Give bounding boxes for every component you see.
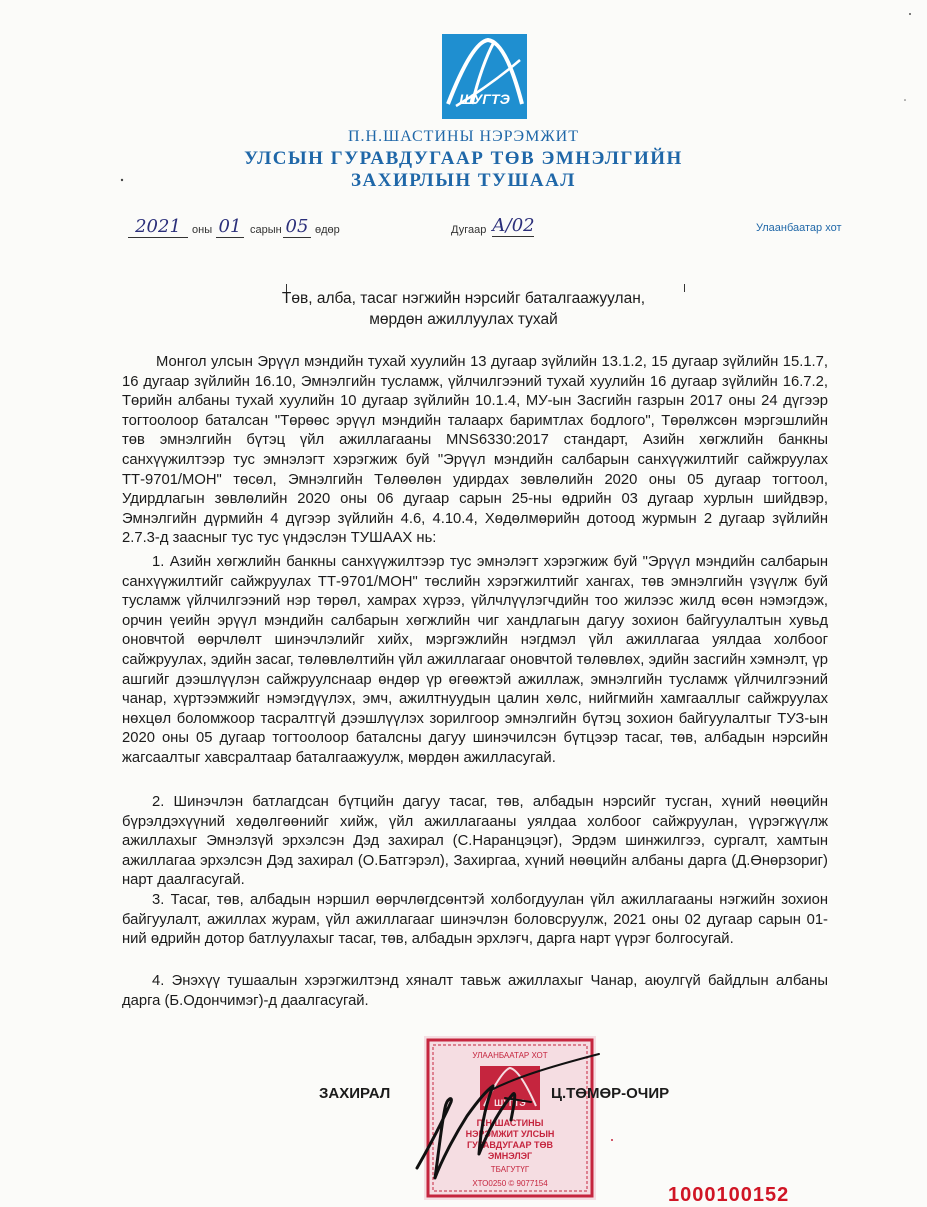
header-line-2: УЛСЫН ГУРАВДУГААР ТӨВ ЭМНЭЛГИЙН bbox=[244, 148, 683, 169]
order-item-1: 1. Азийн хөгжлийн банкны санхүүжилтээр тус эмнэлэгт хэрэгжиж буй "Эрүүл мэндийн салбарын санхүүжилтийг сайжруулах ТТ-9701/МОН" төслийн хэрэгжилтийг хангах, төв эмнэлгийн үзүүлж буй тусламж үйлчилгээний нэр төрөл, хамрах хүрээ, үйлчлүүлэгчдийн тоо жилээс жилд өсөн нэмэгдэж, орчин үеийн эрүүл мэндийн салбарын хөгжлийн чиг хандлагын дагуу зохион байгуулалтын хувьд оновчтой өөрчлөлт шинэчлэлийг хийх, мэргэжлийн нэгдмэл үйл ажиллагаа уялдаа холбоог сайжруулах, эдийн засаг, төлөвлөлтийн үйл ажиллагааг оновчтой төлөвлөх, эдийн засгийн хэмнэлт, үр ашгийг дээшлүүлэн сайжруулснаар өндөр үр өгөөжтэй ажиллаж, эмнэлгийн тусламж үйлчилгээний чанар, хүртээмжийг нэмэгдүүлэх, эмч, ажилтнуудын цалин хөлс, нийгмийн хамгааллыг сайжруулах нөхцөл боломжоор тасралтгүй дээшлүүлэх зорилгоор эмнэлгийн бүтэц зохион байгуулалтыг ТУЗ-ын 2020 оны 05 дугаар тогтоолоор баталсны дагуу шинэчилсэн бүтцээр тасаг, төв, албадын нэрсийн жагсаалтыг хавсралтаар баталгаажуулж, мөрдөн ажилласугай. bbox=[122, 554, 828, 766]
date-month: 01 bbox=[216, 216, 244, 238]
order-item-4: 4. Энэхүү тушаалын хэрэгжилтэнд хяналт тавьж ажиллахыг Чанар, аюулгүй байдлын албаны дарга (Б.Одончимэг)-д даалгасугай. bbox=[122, 973, 828, 1009]
header-line-3: ЗАХИРЛЫН ТУШААЛ bbox=[351, 170, 576, 191]
order-title-line-1: Төв, алба, тасаг нэгжийн нэрсийг баталгаажуулан, bbox=[281, 290, 646, 307]
order-title bbox=[0, 288, 927, 330]
stamp-line-3: ГУРАВДУГААР ТӨВ bbox=[467, 1140, 553, 1150]
stamp-logo-text: ШУГТЭ bbox=[494, 1098, 526, 1108]
date-day: 05 bbox=[283, 216, 311, 238]
logo-text: ШУГТЭ bbox=[459, 91, 510, 107]
stamp-line-4: ЭМНЭЛЭГ bbox=[487, 1151, 533, 1161]
hospital-logo bbox=[442, 34, 527, 119]
director-signature bbox=[395, 1050, 605, 1200]
header-line-1: П.Н.ШАСТИНЫ НЭРЭМЖИТ bbox=[348, 128, 579, 145]
date-year: 2021 bbox=[128, 216, 188, 238]
order-number: А/02 bbox=[492, 215, 535, 236]
stamp-city: УЛААНБААТАР ХОТ bbox=[472, 1051, 548, 1060]
order-title-line-2: мөрдөн ажиллуулах тухай bbox=[369, 311, 558, 328]
document-serial-number: 1000100152 bbox=[668, 1184, 790, 1206]
order-item-3: 3. Тасаг, төв, албадын нэршил өөрчлөгдсөнтэй холбогдуулан үйл ажиллагааны нэгжийн зохион байгуулалт, ажиллах журам, үйл ажиллагааг шинэчлэн боловсруулж, 2021 оны 02 дугаар сарын 01-ний өдрийн дотор батлуулахыг тасаг, төв, албадын эрхлэгч, дарга нарт үүрэг болгосугай. bbox=[122, 892, 828, 948]
date-day-label: өдөр bbox=[315, 224, 340, 236]
date-year-label: оны bbox=[192, 224, 213, 236]
stamp-line-5: ТБАГУТҮГ bbox=[490, 1165, 530, 1174]
director-name: Ц.ТӨМӨР-ОЧИР bbox=[551, 1085, 670, 1102]
director-position: ЗАХИРАЛ bbox=[319, 1085, 391, 1102]
stamp-line-1: П.Н.ШАСТИНЫ bbox=[476, 1118, 544, 1128]
date-month-label: сарын bbox=[250, 224, 282, 236]
preamble-paragraph: Монгол улсын Эрүүл мэндийн тухай хуулийн 13 дугаар зүйлийн 13.1.2, 15 дугаар зүйлийн 15.1.7, 16 дугаар зүйлийн 16.10, Эмнэлгийн тусламж, үйлчилгээний тухай хуулийн 16 дугаар зүйлийн 16.7.2, Төрийн албаны тухай хуулийн 10 дугаар зүйлийн 10.1.4, МУ-ын Засгийн газрын 2017 оны 24 дүгээр тогтоолоор баталсан "Төрөөс эрүүл мэндийн талаарх баримтлах бодлого", Төрөлжсөн мэргэшлийн төв эмнэлгийн бүтэц үйл ажиллагааны MNS6330:2017 стандарт, Азийн хөгжлийн банкны санхүүжилтээр тус эмнэлэгт хэрэгжиж буй "Эрүүл мэндийн салбарын санхүүжилтийг сайжруулах ТТ-9701/МОН" төсөл, Эмнэлгийн Төлөөлөн удирдах зөвлөлийн 2020 оны 05 дугаар тогтоол, Удирдлагын зөвлөлийн 2020 оны 06 дугаар сарын 25-ны өдрийн 03 дугаар хурлын шийдвэр, Эмнэлгийн дүрмийн 4 дүгээр зүйлийн 4.6, 4.10.4, Хөдөлмөрийн дотоод журмын 2 дугаар зүйлийн 2.7.3-д заасныг тус тус үндэслэн ТУШААХ нь: bbox=[122, 354, 828, 547]
order-item-2: 2. Шинэчлэн батлагдсан бүтцийн дагуу тасаг, төв, албадын нэрсийг тусган, хүний нөөцийн бүрэлдэхүүний хөдөлгөөнийг хийж, үйл ажиллагааны уялдаа холбоог сайжруулан, үүрэгжүүлж ажиллахыг Эмнэлзүй эрхэлсэн Дэд захирал (С.Наранцэцэг), Эрдэм шинжилгээ, сургалт, хамтын ажиллагаа эрхэлсэн Дэд захирал (О.Батгэрэл), Захиргаа, хүний нөөцийн албаны дарга (Д.Өнөрзориг) нарт даалгасугай. bbox=[122, 794, 828, 889]
city-label: Улаанбаатар хот bbox=[756, 222, 842, 234]
stamp-registration: ХТО0250 © 9077154 bbox=[472, 1179, 548, 1188]
order-number-label: Дугаар bbox=[451, 224, 487, 236]
stamp-line-2: НЭРЭМЖИТ УЛСЫН bbox=[465, 1129, 555, 1139]
